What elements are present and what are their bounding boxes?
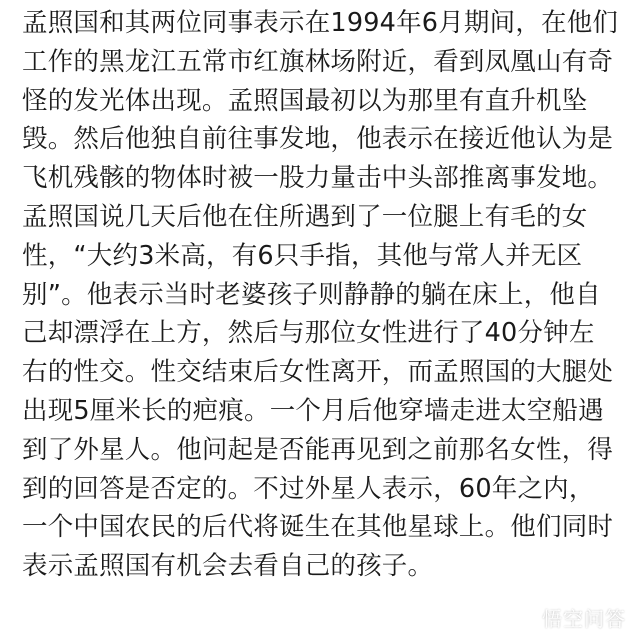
article-line: 己却漂浮在上方，然后与那位女性进行了40分钟左 xyxy=(22,318,595,349)
article-line: 孟照国说几天后他在住所遇到了一位腿上有毛的女 xyxy=(22,201,588,232)
article-line: 怪的发光体出现。孟照国最初以为那里有直升机坠 xyxy=(22,85,588,116)
wukong-logo-icon xyxy=(510,605,536,631)
article-line: 孟照国和其两位同事表示在1994年6月期间，在他们 xyxy=(22,8,619,38)
article-line: 性，“大约3米高，有6只手指，其他与常人并无区 xyxy=(22,240,583,271)
article-line: 表示孟照国有机会去看自己的孩子。 xyxy=(22,551,434,582)
article-line: 右的性交。性交结束后女性离开，而孟照国的大腿处 xyxy=(22,357,614,388)
article-line: 一个中国农民的后代将诞生在其他星球上。他们同时 xyxy=(22,512,614,543)
article-line: 到了外星人。他问起是否能再见到之前那名女性，得 xyxy=(22,434,614,465)
watermark-text: 悟空问答 xyxy=(542,607,626,631)
article-line: 毁。然后他独自前往事发地，他表示在接近他认为是 xyxy=(22,124,614,155)
watermark xyxy=(510,603,626,632)
article-body xyxy=(22,4,618,586)
article-line: 到的回答是否定的。不过外星人表示，60年之内， xyxy=(22,473,595,504)
article-line: 飞机残骸的物体时被一股力量击中头部推离事发地。 xyxy=(22,163,614,194)
article-line: 别”。他表示当时老婆孩子则静静的躺在床上，他自 xyxy=(22,279,601,310)
article-line: 工作的黑龙江五常市红旗林场附近，看到凤凰山有奇 xyxy=(22,46,614,77)
article-line: 出现5厘米长的疤痕。一个月后他穿墙走进太空船遇 xyxy=(22,395,604,426)
